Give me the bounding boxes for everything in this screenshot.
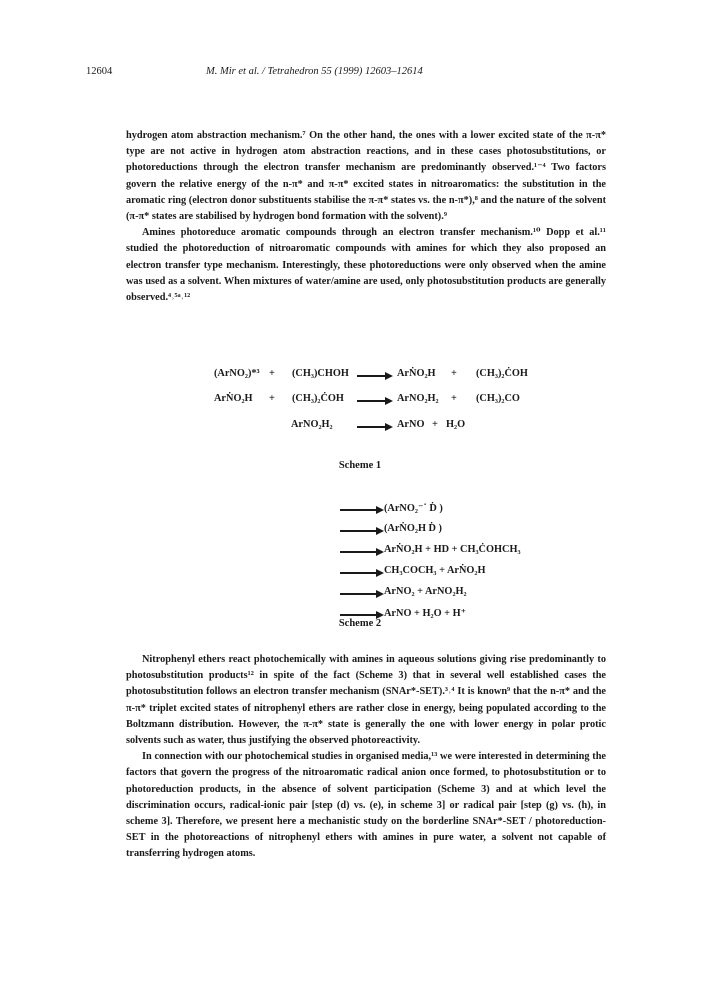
products: ArṄO₂H + HD + CH₃ĊOHCH₃ [384, 544, 521, 555]
page-number: 12604 [86, 66, 113, 77]
plus-sign: + [269, 368, 275, 379]
reaction-arrow [340, 589, 384, 599]
product: (CH₃)₂ĊOH [476, 368, 528, 379]
reaction-arrow [340, 505, 384, 515]
plus-sign: + [451, 393, 457, 404]
product: H₂O [446, 419, 466, 430]
paragraph-2: Amines photoreduce aromatic compounds through an electron transfer mechanism.¹⁰ Dopp et al.¹¹ studied the photoreduction of nitroaromatic compounds with amines for which they also proposed an electron transfer type mechanism. Interestingly, these photoreductions were only observed when the amine was used as a solvent. When mixtures of water/amine are used, only photosubstitution products are generally observed.⁴˒⁵ᵃ˒¹² [126, 227, 606, 304]
products: CH₃COCH₃ + ArṄO₂H [384, 565, 486, 576]
product: (CH₃)₂CO [476, 393, 520, 404]
reaction-arrow [357, 422, 393, 432]
paragraph-3: Nitrophenyl ethers react photochemically with amines in aqueous solutions giving rise predominantly to photosubstitution products¹² in spite of the fact (Scheme 3) that in several well established cases the photosubstitution follows an electron transfer mechanism (SNAr*-SET).³˒⁴ It is known⁹ that the n-π* and the π-π* triplet excited states of nitrophenyl ethers are rather close in energy, being populated according to the Boltzmann distribution. However, the π-π* state is generally the one with lower energy in polar protic solvents such as water, thus justifying the observed photoreactivity. [126, 654, 606, 747]
reaction-arrow [357, 396, 393, 406]
reactant: ArṄO₂H [214, 393, 253, 404]
reaction-arrow [357, 371, 393, 381]
reaction-arrow [340, 568, 384, 578]
products: (ArṄO₂H Ḋ ) [384, 523, 442, 534]
plus-sign: + [269, 393, 275, 404]
body-top [126, 128, 606, 306]
paragraph-1: hydrogen atom abstraction mechanism.⁷ On the other hand, the ones with a lower excited state of the π-π* type are not active in hydrogen atom abstraction reactions, and in these cases photosubstitutions, or photoreductions through the electron transfer mechanism are predominantly observed.¹⁻⁴ Two factors govern the relative energy of the n-π* and π-π* excited states in nitroaromatics: the substitution in the aromatic ring (electron donor substituents stabilise the π-π* states vs. the n-π*),⁸ and the nature of the solvent (π-π* states are stabilised by hydrogen bond formation with the solvent).⁹ [126, 130, 606, 223]
reaction-arrow [340, 526, 384, 536]
product: ArNO [397, 419, 425, 430]
product: ArṄO₂H [397, 368, 436, 379]
scheme-2-caption: Scheme 2 [338, 618, 382, 629]
reaction-arrow [340, 547, 384, 557]
reactant: ArNO₂H₂ [291, 419, 333, 430]
reactant: (CH₃)₂ĊOH [292, 393, 344, 404]
plus-sign: + [432, 419, 438, 430]
products: ArNO + H₂O + H⁺ [384, 608, 467, 619]
body-bottom [126, 652, 606, 863]
reactant: (CH₃)CHOH [292, 368, 349, 379]
plus-sign: + [451, 368, 457, 379]
paragraph-4: In connection with our photochemical studies in organised media,¹³ we were interested in determining the factors that govern the progress of the nitroaromatic radical anion once formed, to photosubstitution or to photoreduction products, in the absence of solvent participation (Scheme 3) and at which level the discrimination occurs, radical-ionic pair [step (d) vs. (e), in scheme 3] or radical pair [step (g) vs. (h), in scheme 3]. Therefore, we present here a mechanistic study on the borderline SNAr*-SET / photoreduction-SET in the photoreactions of nitrophenyl ethers with amines in pure water, a solvent not capable of transferring hydrogen atoms. [126, 751, 606, 860]
products: (ArNO₂⁻˙ Ḋ ) [384, 503, 443, 514]
running-header [86, 66, 626, 82]
reactant: (ArNO₂)*³ [214, 368, 260, 379]
running-title: M. Mir et al. / Tetrahedron 55 (1999) 12603–12614 [206, 66, 423, 77]
product: ArNO₂H₂ [397, 393, 439, 404]
products: ArNO₂ + ArNO₂H₂ [384, 586, 467, 597]
scheme-1-caption: Scheme 1 [338, 460, 382, 471]
